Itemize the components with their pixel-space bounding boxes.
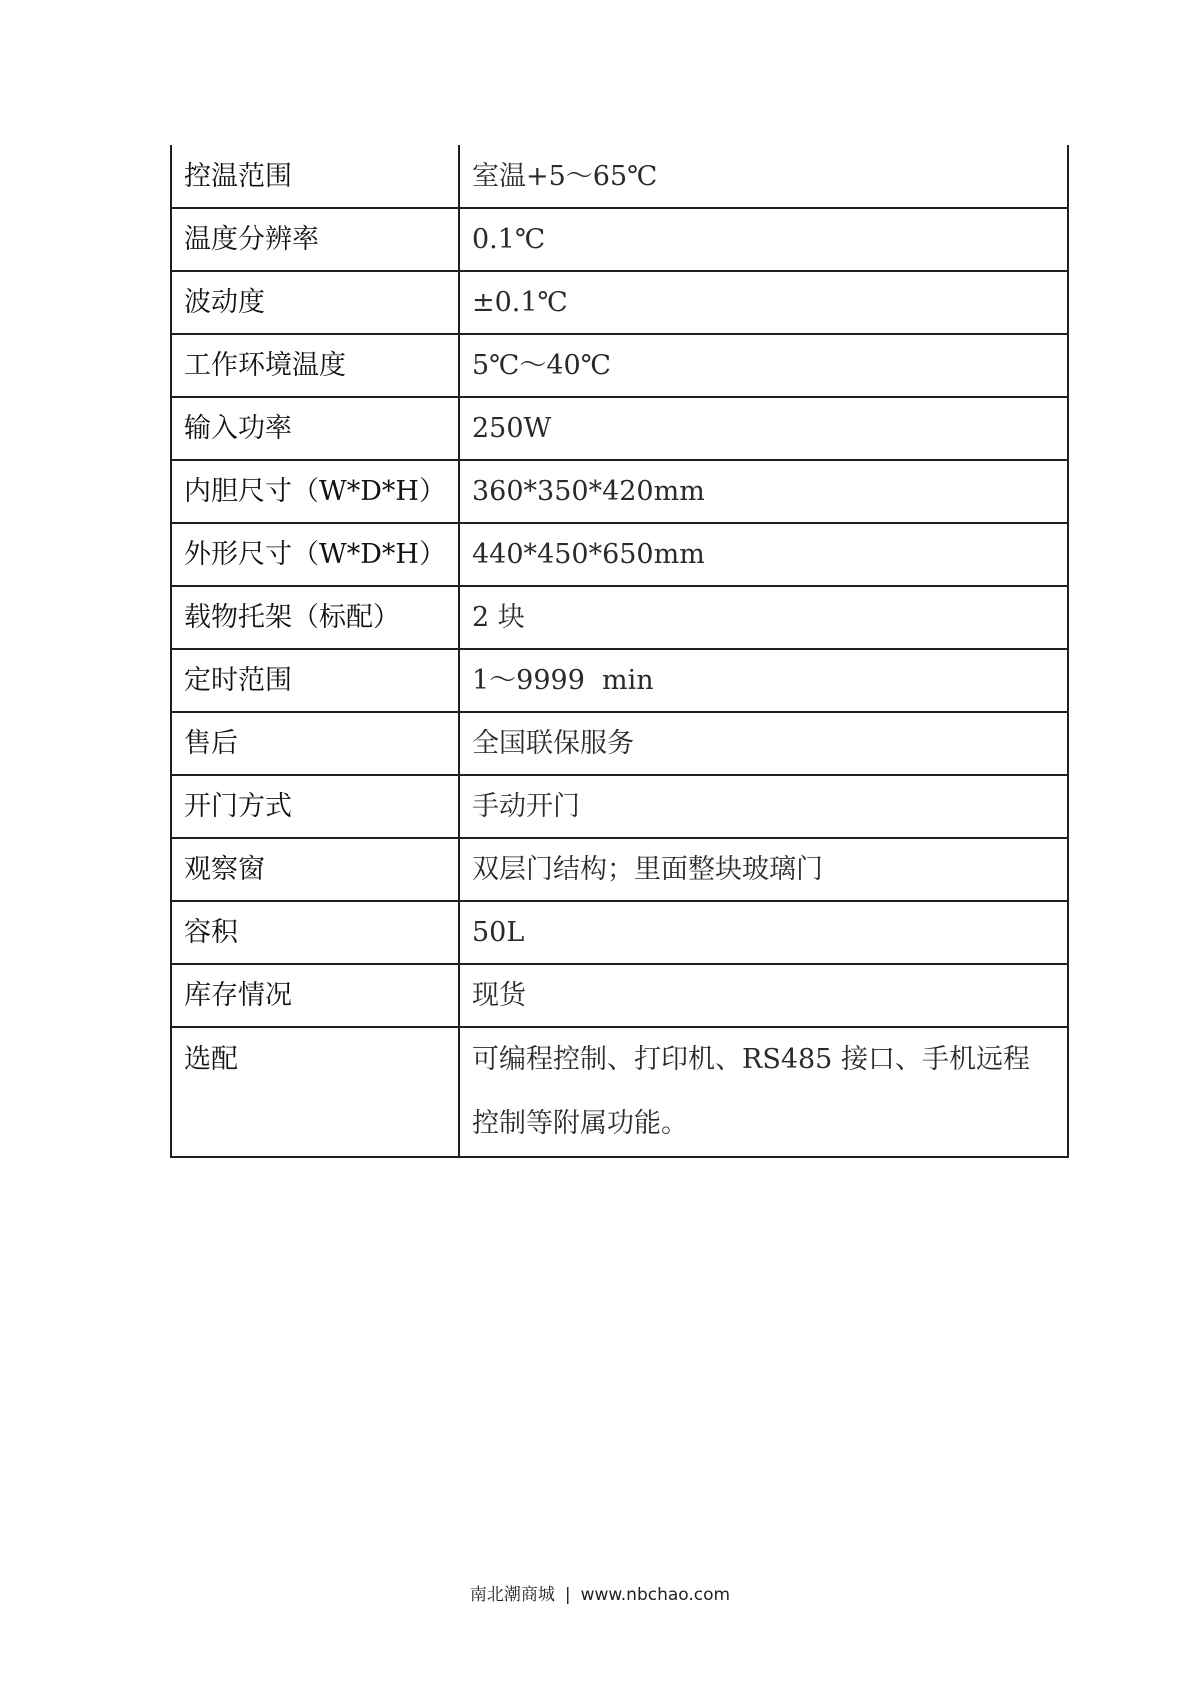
table-row <box>171 712 1068 775</box>
row-value: 1～9999 min <box>459 649 1068 712</box>
row-value: 可编程控制、打印机、RS485 接口、手机远程控制等附属功能。 <box>459 1027 1068 1157</box>
row-label: 波动度 <box>171 271 459 334</box>
row-label: 容积 <box>171 901 459 964</box>
row-label: 观察窗 <box>171 838 459 901</box>
row-value: 50L <box>459 901 1068 964</box>
table-row <box>171 775 1068 838</box>
footer-brand: 南北潮商城 <box>469 1585 555 1605</box>
row-value: 0.1℃ <box>459 208 1068 271</box>
table-row <box>171 460 1068 523</box>
table-row <box>171 271 1068 334</box>
table-row <box>171 586 1068 649</box>
row-value: 2 块 <box>459 586 1068 649</box>
row-value: 5℃～40℃ <box>459 334 1068 397</box>
table-row <box>171 901 1068 964</box>
table-row <box>171 145 1068 208</box>
row-value: 250W <box>459 397 1068 460</box>
footer-separator: | <box>564 1585 571 1605</box>
row-value: 室温+5～65℃ <box>459 145 1068 208</box>
row-value: 双层门结构；里面整块玻璃门 <box>459 838 1068 901</box>
row-label: 温度分辨率 <box>171 208 459 271</box>
spec-table <box>170 145 1069 1158</box>
table-row <box>171 838 1068 901</box>
table-row <box>171 397 1068 460</box>
row-value: 全国联保服务 <box>459 712 1068 775</box>
footer-url-link[interactable]: www.nbchao.com <box>580 1585 731 1605</box>
row-label: 外形尺寸（W*D*H） <box>171 523 459 586</box>
row-value: 现货 <box>459 964 1068 1027</box>
table-row <box>171 964 1068 1027</box>
table-row <box>171 523 1068 586</box>
row-label: 控温范围 <box>171 145 459 208</box>
row-label: 输入功率 <box>171 397 459 460</box>
row-label: 载物托架（标配） <box>171 586 459 649</box>
table-row <box>171 334 1068 397</box>
row-label: 工作环境温度 <box>171 334 459 397</box>
row-label: 内胆尺寸（W*D*H） <box>171 460 459 523</box>
row-label: 售后 <box>171 712 459 775</box>
table-row <box>171 649 1068 712</box>
row-value: 440*450*650mm <box>459 523 1068 586</box>
table-row <box>171 1027 1068 1157</box>
row-label: 选配 <box>171 1027 459 1157</box>
row-label: 开门方式 <box>171 775 459 838</box>
page-footer <box>0 1580 1200 1605</box>
row-label: 定时范围 <box>171 649 459 712</box>
row-value: 手动开门 <box>459 775 1068 838</box>
row-value: 360*350*420mm <box>459 460 1068 523</box>
table-row <box>171 208 1068 271</box>
row-label: 库存情况 <box>171 964 459 1027</box>
row-value: ±0.1℃ <box>459 271 1068 334</box>
